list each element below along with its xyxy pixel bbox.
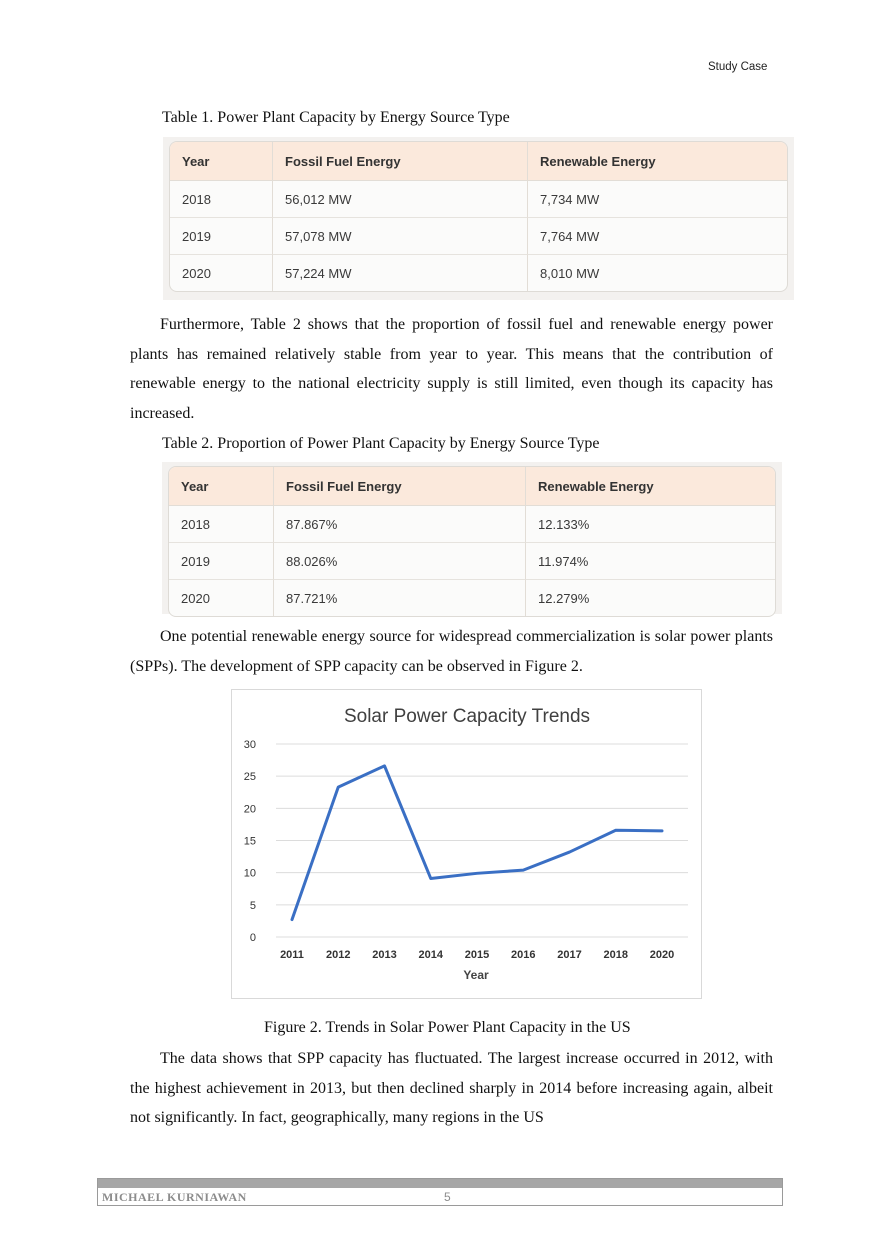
- table-cell: 2019: [170, 218, 272, 255]
- table-cell: 12.133%: [525, 506, 775, 543]
- chart-grid: [276, 744, 688, 937]
- footer-bar: [98, 1179, 782, 1188]
- paragraph-proportion-text: Furthermore, Table 2 shows that the proportion of fossil fuel and renewable energy power plants has remained relatively stable from year to year. This means that the contribution of renewable energy to the national electricity supply is still limited, even though its capacity has increased.: [130, 316, 773, 422]
- paragraph-analysis: [130, 1044, 773, 1133]
- table-cell: 12.279%: [525, 580, 775, 616]
- table-row: [170, 181, 787, 218]
- x-tick-label: 2012: [326, 949, 351, 961]
- table2-container: [162, 462, 782, 614]
- table-cell: 7,764 MW: [527, 218, 787, 255]
- chart-svg: [232, 690, 701, 998]
- chart-title: Solar Power Capacity Trends: [343, 706, 591, 727]
- table-cell: 8,010 MW: [527, 255, 787, 291]
- solar-capacity-chart: [231, 689, 702, 999]
- chart-y-axis: [244, 739, 256, 944]
- table1: [169, 141, 788, 292]
- y-tick-label: 0: [249, 932, 256, 944]
- table2-caption: Table 2. Proportion of Power Plant Capacity by Energy Source Type: [162, 435, 600, 452]
- table1-header-year: Year: [170, 142, 272, 181]
- table-cell: 57,224 MW: [272, 255, 527, 291]
- x-tick-label: 2020: [649, 949, 675, 961]
- x-tick-label: 2018: [603, 949, 628, 961]
- table-cell: 2018: [170, 181, 272, 218]
- paragraph-spp-intro: [130, 622, 773, 681]
- chart-series: [292, 766, 662, 920]
- table-cell: 57,078 MW: [272, 218, 527, 255]
- table-cell: 11.974%: [525, 543, 775, 580]
- paragraph-spp-intro-text: One potential renewable energy source for widespread commercialization is solar power plants (SPPs). The development of SPP capacity can be observed in Figure 2.: [130, 628, 773, 675]
- y-tick-label: 15: [243, 835, 256, 848]
- table-cell: 7,734 MW: [527, 181, 787, 218]
- table1-container: [163, 137, 794, 300]
- x-tick-label: 2017: [557, 949, 582, 961]
- table1-header-row: [170, 142, 787, 181]
- table-row: [169, 580, 775, 616]
- table2-header-row: [169, 467, 775, 506]
- x-tick-label: 2015: [464, 949, 490, 961]
- table1-header-renewable: Renewable Energy: [527, 142, 787, 181]
- table1-header-fossil: Fossil Fuel Energy: [272, 142, 527, 181]
- page-number: 5: [444, 1190, 451, 1204]
- table-row: [169, 506, 775, 543]
- x-tick-label: 2013: [372, 949, 397, 961]
- table2-header-renewable: Renewable Energy: [525, 467, 775, 506]
- x-tick-label: 2011: [280, 949, 304, 961]
- y-tick-label: 20: [243, 803, 256, 816]
- table-cell: 2020: [182, 265, 211, 281]
- table2-header-fossil: Fossil Fuel Energy: [273, 467, 525, 506]
- table-row: [169, 543, 775, 580]
- table-cell: 2019: [169, 543, 273, 580]
- figure2-caption: Figure 2. Trends in Solar Power Plant Capacity in the US: [264, 1019, 631, 1036]
- page-footer: [97, 1178, 783, 1206]
- table-cell: 56,012 MW: [272, 181, 527, 218]
- table-row: [170, 255, 787, 291]
- chart-x-axis: [280, 949, 674, 961]
- y-tick-label: 10: [243, 867, 256, 880]
- x-tick-label: 2014: [418, 949, 443, 961]
- y-tick-label: 25: [243, 771, 256, 784]
- table-cell: 87.721%: [273, 580, 525, 616]
- table-cell: 2020: [181, 590, 210, 606]
- x-tick-label: 2016: [511, 949, 536, 961]
- y-tick-label: 30: [243, 739, 256, 751]
- table-row: [170, 218, 787, 255]
- series-line: [292, 766, 662, 920]
- table-cell: 87.867%: [273, 506, 525, 543]
- paragraph-proportion: [130, 310, 773, 428]
- footer-author: MICHAEL KURNIAWAN: [102, 1190, 247, 1204]
- x-axis-label: Year: [463, 968, 489, 982]
- table-cell: 88.026%: [273, 543, 525, 580]
- table2-header-year: Year: [169, 467, 273, 506]
- paragraph-analysis-text: The data shows that SPP capacity has fluctuated. The largest increase occurred in 2012, with the highest achievement in 2013, but then declined sharply in 2014 before increasing again, albeit not significantly. In fact, geographically, many regions in the US: [130, 1050, 773, 1126]
- y-tick-label: 5: [249, 899, 256, 912]
- table-cell: 2018: [169, 506, 273, 543]
- table2: [168, 466, 776, 617]
- table1-caption: Table 1. Power Plant Capacity by Energy Source Type: [162, 109, 510, 126]
- document-type-label: Study Case: [708, 61, 768, 73]
